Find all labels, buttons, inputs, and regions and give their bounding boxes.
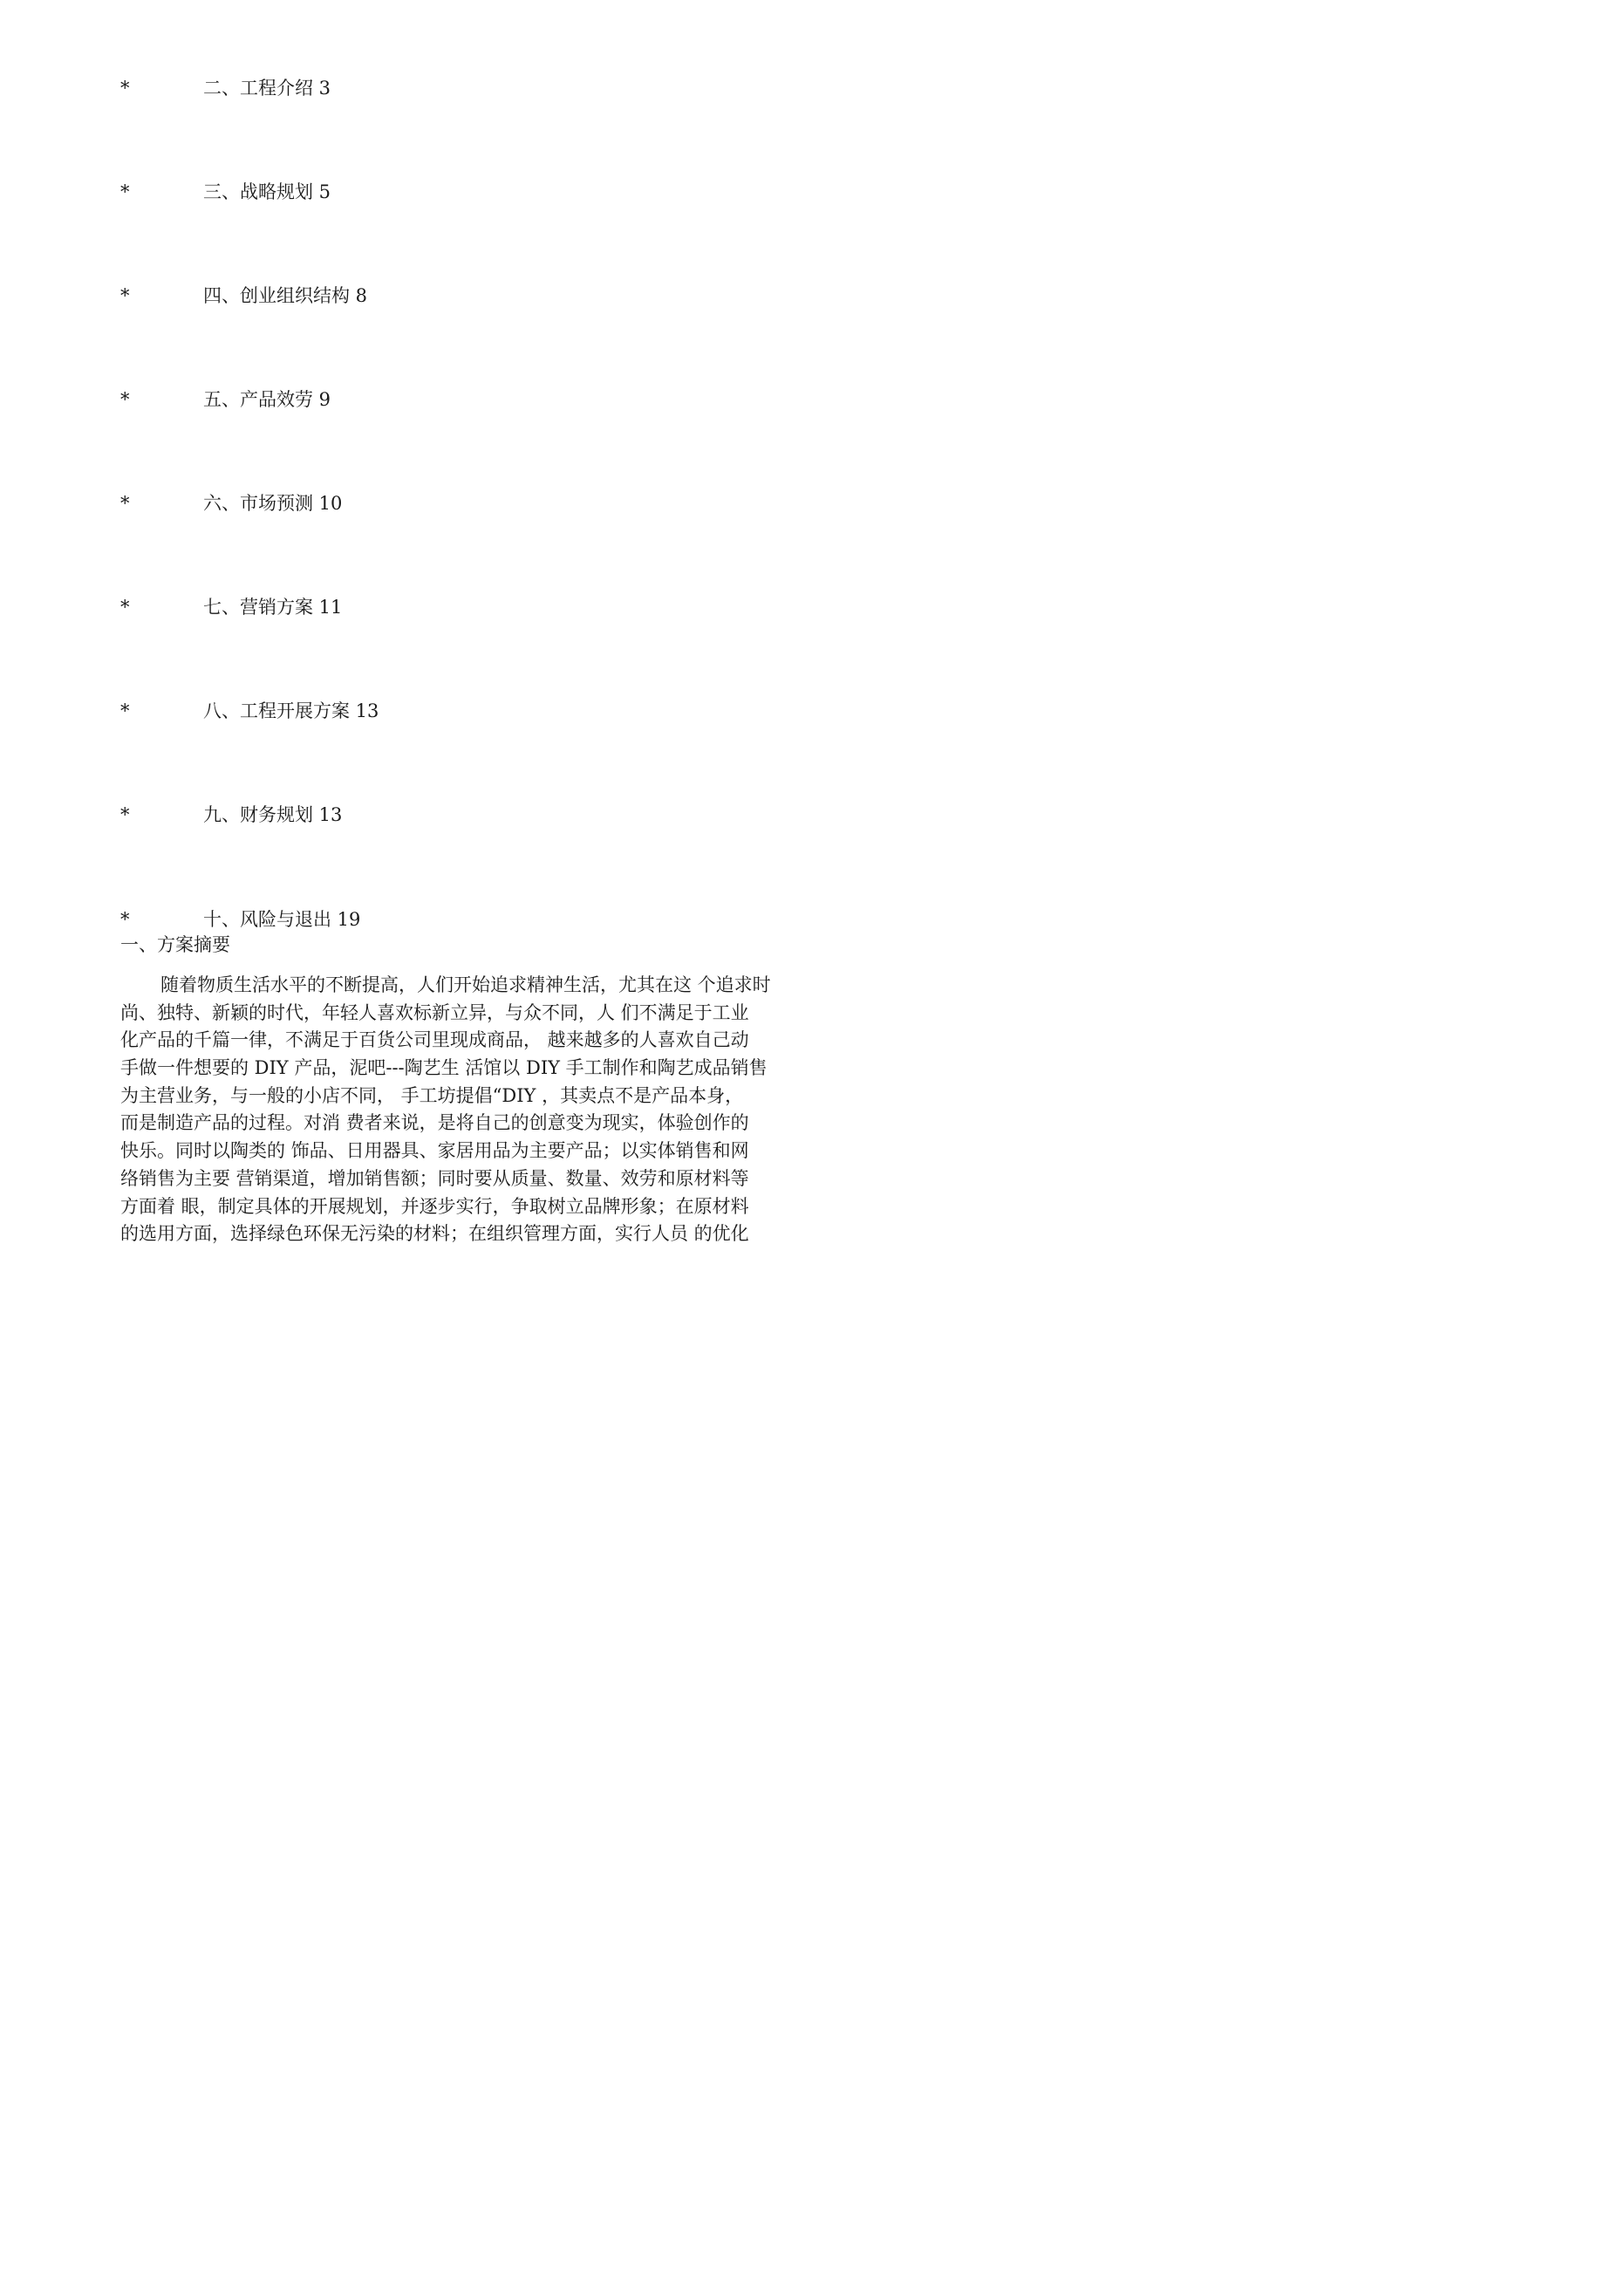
- toc-bullet: *: [120, 909, 130, 930]
- toc-item-text: 十、风险与退出 19: [203, 909, 361, 930]
- paragraph-line: 手做一件想要的 DIY 产品，泥吧---陶艺生 活馆以 DIY 手工制作和陶艺成品销售: [120, 1057, 768, 1079]
- toc-bullet: *: [120, 78, 130, 99]
- toc-item-text: 三、战略规划 5: [203, 181, 331, 202]
- toc-bullet: *: [120, 804, 130, 825]
- toc-bullet: *: [120, 389, 130, 410]
- toc-item-text: 九、财务规划 13: [203, 804, 343, 825]
- toc-bullet: *: [120, 700, 130, 721]
- paragraph-line: 随着物质生活水平的不断提高，人们开始追求精神生活，尤其在这 个追求时: [160, 974, 771, 995]
- paragraph-line: 为主营业务，与一般的小店不同， 手工坊提倡“DIY ，其卖点不是产品本身，: [120, 1084, 744, 1106]
- toc-bullet: *: [120, 285, 130, 306]
- paragraph-line: 络销售为主要 营销渠道，增加销售额；同时要从质量、数量、效劳和原材料等: [120, 1167, 749, 1189]
- toc-bullet: *: [120, 493, 130, 514]
- paragraph-line: 化产品的千篇一律，不满足于百货公司里现成商品， 越来越多的人喜欢自己动: [120, 1029, 749, 1051]
- toc-item-text: 七、营销方案 11: [203, 597, 343, 618]
- toc-item-text: 八、工程开展方案 13: [203, 700, 379, 721]
- paragraph-line: 的选用方面，选择绿色环保无污染的材料；在组织管理方面，实行人员 的优化: [120, 1223, 749, 1245]
- paragraph-line: 而是制造产品的过程。对消 费者来说，是将自己的创意变为现实，体验创作的: [120, 1112, 749, 1134]
- toc-item-text: 五、产品效劳 9: [203, 389, 331, 410]
- summary-paragraph: [120, 972, 853, 1248]
- toc-bullet: *: [120, 597, 130, 618]
- section-heading: 一、方案摘要: [120, 934, 230, 955]
- paragraph-line: 快乐。同时以陶类的 饰品、日用器具、家居用品为主要产品；以实体销售和网: [120, 1140, 749, 1162]
- toc-item-text: 四、创业组织结构 8: [203, 285, 368, 306]
- toc-item-text: 六、市场预测 10: [203, 493, 343, 514]
- paragraph-line: 方面着 眼，制定具体的开展规划，并逐步实行，争取树立品牌形象；在原材料: [120, 1195, 749, 1217]
- toc-bullet: *: [120, 181, 130, 202]
- toc-item-text: 二、工程介绍 3: [203, 78, 331, 99]
- paragraph-line: 尚、独特、新颖的时代，年轻人喜欢标新立异，与众不同，人 们不满足于工业: [120, 1001, 749, 1023]
